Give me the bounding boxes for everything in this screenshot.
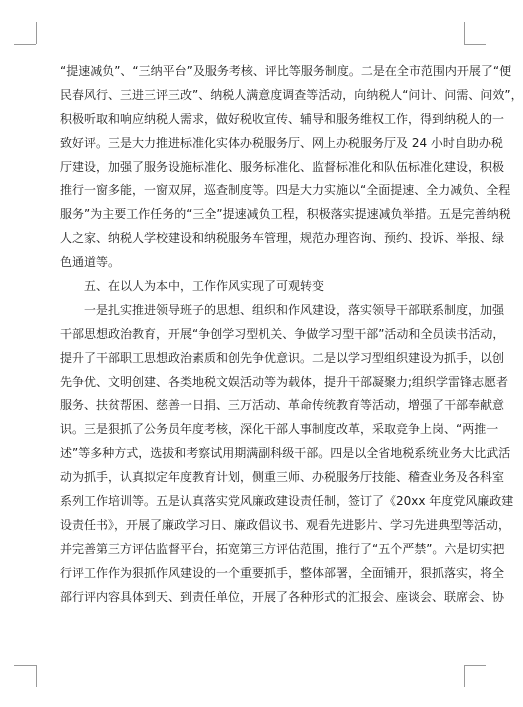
text-line: 提升了干部职工思想政治素质和创先争优意识。二是以学习型组织建设为抓手，以创 [60,350,505,365]
text-line: 识。三是狠抓了公务员年度考核，深化干部人事制度改革，采取竞争上岗、“两推一 [60,422,499,437]
text-line: 干部思想政治教育，开展“争创学习型机关、争做学习型干部”活动和全员读书活动， [60,326,505,341]
text-line: 积极听取和响应纳税人需求，做好税收宣传、辅导和服务维权工作，得到纳税人的一 [60,111,505,126]
text-line: 厅建设，加强了服务设施标准化、服务标准化、监督标准化和队伍标准化建设，积极 [60,159,505,174]
text-line: 一是扎实推进领导班子的思想、组织和作风建设，落实领导干部联系制度，加强 [84,302,505,317]
crop-mark-bottom-left [36,665,37,687]
section-heading: 五、在以人为本中，工作作风实现了可观转变 [84,279,325,294]
text-line: 系列工作培训等。五是认真落实党风廉政建设责任制，签订了《20xx 年度党风廉政建 [60,494,514,509]
text-line: 服务”为主要工作任务的“三全”提速减负工程，积极落实提速减负举措。五是完善纳税 [60,207,511,222]
text-line: 色通道等。 [60,255,121,270]
crop-mark-bottom-right [464,665,465,687]
crop-mark-bottom-left [14,665,36,666]
text-line: “提速减负”、“三纳平台”及服务考核、评比等服务制度。二是在全市范围内开展了“便 [60,64,512,78]
text-line: 述”等多种方式，选拔和考察试用期满副科级干部。四是以全省地税系统业务大比武活 [60,446,511,461]
crop-mark-top-right [464,22,465,44]
text-line: 并完善第三方评估监督平台，拓宽第三方评估范围，推行了“五个严禁”。六是切实把 [60,541,505,556]
text-line: 人之家、纳税人学校建设和纳税服务车管理，规范办理咨询、预约、投诉、举报、绿 [60,231,505,246]
text-line: 致好评。三是大力推进标准化实体办税服务厅、网上办税服务厅及 24 小时自助办税 [60,135,503,150]
text-line: 推行一窗多能，一窗双屏，巡查制度等。四是大力实施以“全面提速、全力减负、全程 [60,183,511,198]
document-body [60,60,523,609]
text-line: 行评工作作为狠抓作风建设的一个重要抓手，整体部署，全面铺开，狠抓落实，将全 [60,565,505,580]
text-line: 服务、扶贫帮困、慈善一日捐、三万活动、革命传统教育等活动，增强了干部奉献意 [60,398,505,413]
text-line: 先争优、文明创建、各类地税文娱活动等为载体，提升干部凝聚力;组织学雷锋志愿者 [60,374,509,389]
text-line: 设责任书》，开展了廉政学习日、廉政倡议书、观看先进影片、学习先进典型等活动， [60,517,511,532]
crop-mark-top-right [464,44,486,45]
crop-mark-top-left [14,44,36,45]
text-line: 部行评内容具体到天、到责任单位，开展了各种形式的汇报会、座谈会、联席会、协 [60,589,505,604]
text-line: 民春风行、三进三评三改”、纳税人满意度调查等活动，向纳税人“问计、问需、问效”， [60,87,523,102]
crop-mark-top-left [36,22,37,44]
crop-mark-bottom-right [464,665,486,666]
text-line: 动为抓手，认真拟定年度教育计划，侧重三师、办税服务厅技能、稽查业务及各科室 [60,470,505,485]
